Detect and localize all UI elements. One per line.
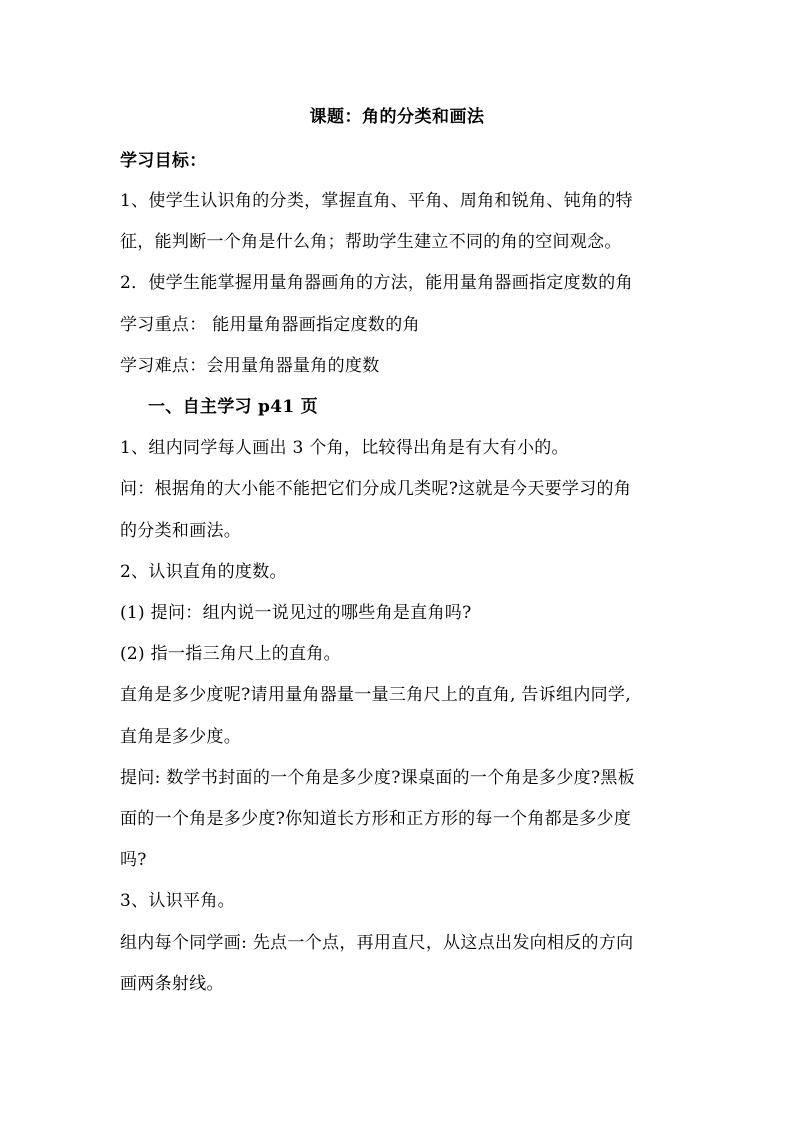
paragraph-line: 画两条射线。 [120, 974, 224, 994]
paragraph-line: 组内每个同学画: 先点一个点，再用直尺，从这点出发向相反的方向 [120, 933, 634, 953]
paragraph-line: 2．使学生能掌握用量角器画角的方法，能用量角器画指定度数的角 [120, 273, 633, 293]
paragraph-line: 1、使学生认识角的分类，掌握直角、平角、周角和锐角、钝角的特 [120, 191, 633, 211]
paragraph-line: 直角是多少度。 [120, 727, 242, 747]
paragraph-line: 提问: 数学书封面的一个角是多少度?课桌面的一个角是多少度?黑板 [120, 768, 635, 788]
paragraph-line: 2、认识直角的度数。 [120, 562, 287, 582]
paragraph-line: 征，能判断一个角是什么角；帮助学生建立不同的角的空间观念。 [120, 232, 622, 252]
learning-objectives-heading: 学习目标： [120, 151, 207, 171]
paragraph-line: (1) 提问：组内说一说见过的哪些角是直角吗? [120, 603, 472, 623]
paragraph-line: 1、组内同学每人画出 3 个角，比较得出角是有大有小的。 [120, 438, 569, 458]
key-points-line: 学习重点： 能用量角器画指定度数的角 [120, 315, 420, 335]
paragraph-line: (2) 指一指三角尺上的直角。 [120, 644, 341, 664]
paragraph-line: 问：根据角的大小能不能把它们分成几类呢?这就是今天要学习的角 [120, 479, 632, 499]
page-title: 课题：角的分类和画法 [309, 107, 485, 127]
section-heading: 一、自主学习 p41 页 [148, 397, 318, 417]
paragraph-line: 的分类和画法。 [120, 521, 242, 541]
paragraph-line: 直角是多少度呢?请用量角器量一量三角尺上的直角, 告诉组内同学, [120, 685, 631, 705]
difficulties-line: 学习难点：会用量角器量角的度数 [120, 356, 380, 376]
paragraph-line: 面的一个角是多少度?你知道长方形和正方形的每一个角都是多少度 [120, 809, 632, 829]
paragraph-line: 吗? [120, 850, 147, 870]
paragraph-line: 3、认识平角。 [120, 891, 235, 911]
